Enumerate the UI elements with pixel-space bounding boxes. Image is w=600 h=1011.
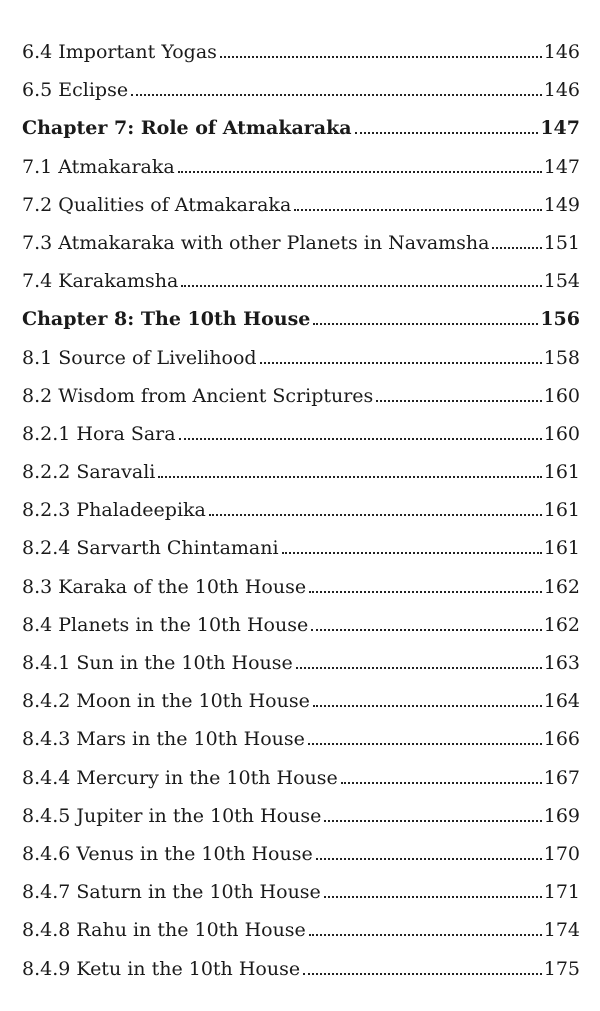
toc-entry-title: 7.2 Qualities of Atmakaraka <box>22 193 292 216</box>
toc-entry-title: 8.4.6 Venus in the 10th House <box>22 842 313 865</box>
toc-entry-page: 146 <box>543 41 580 63</box>
toc-entry-title: 8.4.8 Rahu in the 10th House <box>22 919 306 942</box>
toc-entry-page: 156 <box>540 308 580 331</box>
toc-entry[interactable] <box>22 835 580 873</box>
toc-entry-title: 8.4.9 Ketu in the 10th House <box>22 957 301 980</box>
toc-entry-title: 8.4.2 Moon in the 10th House <box>22 690 310 713</box>
toc-entry[interactable] <box>22 720 580 758</box>
toc-entry-page: 161 <box>543 499 580 522</box>
toc-entry-page: 147 <box>540 117 580 140</box>
table-of-contents <box>22 33 580 988</box>
toc-entry-title: 6.5 Eclipse <box>22 79 129 102</box>
dot-leader <box>303 973 542 975</box>
dot-leader <box>309 591 542 593</box>
toc-entry-title: Chapter 7: Role of Atmakaraka <box>22 117 352 140</box>
toc-entry-title: 8.3 Karaka of the 10th House <box>22 575 307 598</box>
dot-leader <box>309 934 542 936</box>
toc-entry-title: 8.4.3 Mars in the 10th House <box>22 728 305 751</box>
dot-leader <box>492 247 541 249</box>
toc-entry-page: 149 <box>543 193 580 216</box>
toc-entry-title: 7.4 Karakamsha <box>22 270 179 293</box>
toc-entry[interactable] <box>22 873 580 911</box>
toc-entry[interactable] <box>22 71 580 109</box>
dot-leader <box>316 858 542 860</box>
toc-entry-page: 169 <box>543 804 580 827</box>
toc-entry[interactable] <box>22 529 580 567</box>
dot-leader <box>324 820 541 822</box>
toc-entry-page: 161 <box>543 461 580 484</box>
toc-entry-page: 175 <box>543 957 580 980</box>
dot-leader <box>220 56 542 58</box>
toc-entry[interactable] <box>22 33 580 71</box>
toc-entry[interactable] <box>22 148 580 186</box>
dot-leader <box>294 209 541 211</box>
toc-entry-title: 6.4 Important Yogas <box>22 41 217 63</box>
dot-leader <box>179 438 542 440</box>
dot-leader <box>181 285 541 287</box>
toc-entry-title: 8.4.7 Saturn in the 10th House <box>22 881 321 904</box>
dot-leader <box>131 94 542 96</box>
toc-entry[interactable] <box>22 377 580 415</box>
toc-entry-title: 8.4 Planets in the 10th House <box>22 613 309 636</box>
dot-leader <box>282 552 542 554</box>
toc-entry-title: 8.1 Source of Livelihood <box>22 346 257 369</box>
dot-leader <box>311 629 542 631</box>
toc-entry-title: 8.2.4 Sarvarth Chintamani <box>22 537 279 560</box>
dot-leader <box>296 667 542 669</box>
toc-entry[interactable] <box>22 453 580 491</box>
toc-chapter-heading[interactable] <box>22 300 580 338</box>
toc-entry-title: 8.2 Wisdom from Ancient Scriptures <box>22 384 374 407</box>
toc-entry-page: 167 <box>543 766 580 789</box>
toc-entry-page: 158 <box>543 346 580 369</box>
toc-entry-page: 174 <box>543 919 580 942</box>
toc-entry[interactable] <box>22 491 580 529</box>
toc-entry[interactable] <box>22 186 580 224</box>
toc-entry[interactable] <box>22 606 580 644</box>
toc-entry-page: 170 <box>543 842 580 865</box>
toc-entry-page: 146 <box>543 79 580 102</box>
toc-entry-page: 160 <box>543 384 580 407</box>
toc-entry-title: 8.2.3 Phaladeepika <box>22 499 206 522</box>
toc-entry-title: 8.4.5 Jupiter in the 10th House <box>22 804 322 827</box>
toc-entry-title: 8.2.2 Saravali <box>22 461 156 484</box>
toc-entry[interactable] <box>22 568 580 606</box>
toc-entry-title: 7.3 Atmakaraka with other Planets in Navamsha <box>22 231 490 254</box>
dot-leader <box>178 171 542 173</box>
toc-entry[interactable] <box>22 262 580 300</box>
toc-entry-title: 8.4.4 Mercury in the 10th House <box>22 766 338 789</box>
dot-leader <box>376 400 541 402</box>
toc-entry[interactable] <box>22 759 580 797</box>
toc-entry[interactable] <box>22 339 580 377</box>
dot-leader <box>158 476 541 478</box>
toc-entry-title: 8.4.1 Sun in the 10th House <box>22 652 293 674</box>
toc-entry[interactable] <box>22 415 580 453</box>
dot-leader <box>324 896 542 898</box>
toc-entry-page: 164 <box>543 690 580 713</box>
toc-entry-page: 151 <box>543 231 580 254</box>
toc-entry-title: Chapter 8: The 10th House <box>22 308 311 331</box>
toc-entry[interactable] <box>22 224 580 262</box>
dot-leader <box>209 514 542 516</box>
toc-entry-page: 162 <box>543 575 580 598</box>
dot-leader <box>313 323 538 325</box>
toc-entry[interactable] <box>22 797 580 835</box>
toc-entry[interactable] <box>22 911 580 949</box>
toc-entry-page: 147 <box>543 155 580 178</box>
toc-entry-page: 163 <box>543 652 580 674</box>
toc-entry[interactable] <box>22 644 580 682</box>
toc-entry-page: 162 <box>543 613 580 636</box>
toc-entry-page: 160 <box>543 422 580 445</box>
dot-leader <box>313 705 542 707</box>
toc-entry[interactable] <box>22 682 580 720</box>
dot-leader <box>341 782 542 784</box>
toc-entry-title: 7.1 Atmakaraka <box>22 155 175 178</box>
toc-entry-page: 161 <box>543 537 580 560</box>
dot-leader <box>355 132 539 134</box>
toc-chapter-heading[interactable] <box>22 109 580 147</box>
toc-entry-title: 8.2.1 Hora Sara <box>22 422 176 445</box>
dot-leader <box>260 362 542 364</box>
toc-entry-page: 171 <box>543 881 580 904</box>
toc-entry[interactable] <box>22 950 580 988</box>
toc-entry-page: 166 <box>543 728 580 751</box>
toc-entry-page: 154 <box>543 270 580 293</box>
dot-leader <box>308 743 542 745</box>
